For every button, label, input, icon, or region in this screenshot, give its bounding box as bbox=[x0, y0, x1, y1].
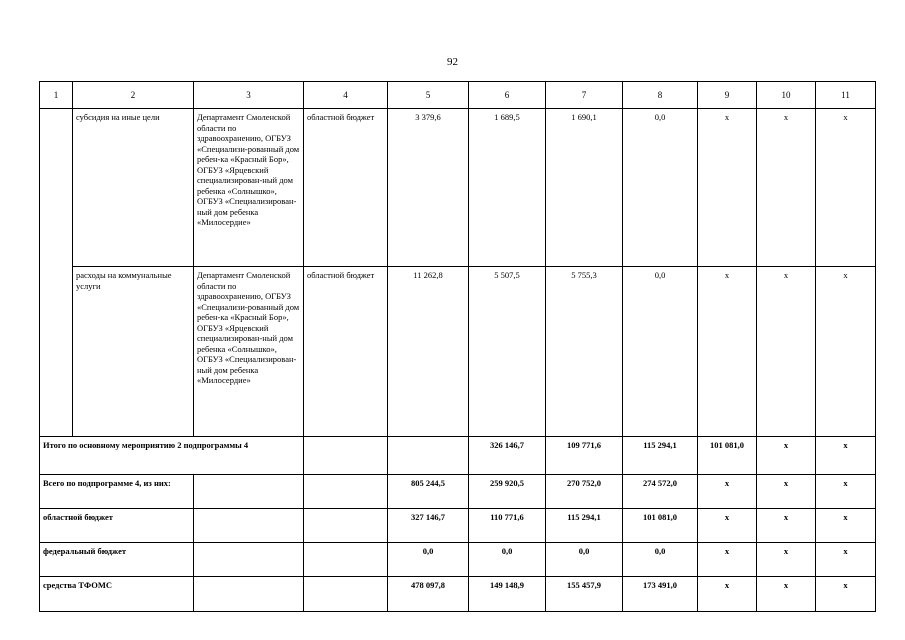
cell-col6: 0,0 bbox=[469, 543, 546, 577]
cell-col6: 109 771,6 bbox=[546, 437, 623, 475]
summary-empty-col4 bbox=[304, 577, 388, 612]
cell-col11: x bbox=[816, 543, 876, 577]
cell-col6: 5 507,5 bbox=[469, 267, 546, 437]
col-header-1: 1 bbox=[40, 82, 73, 109]
summary-label: Итого по основному мероприятию 2 подпрограммы 4 bbox=[40, 437, 304, 475]
cell-col6: 110 771,6 bbox=[469, 509, 546, 543]
cell-col11: x bbox=[816, 509, 876, 543]
cell-col10: x bbox=[816, 437, 876, 475]
cell-col9: x bbox=[757, 437, 816, 475]
summary-empty-col3 bbox=[304, 437, 388, 475]
summary-row bbox=[40, 543, 876, 577]
cell-col6: 1 689,5 bbox=[469, 109, 546, 267]
cell-col10: x bbox=[757, 577, 816, 612]
cell-col7: 1 690,1 bbox=[546, 109, 623, 267]
cell-col9: x bbox=[698, 509, 757, 543]
cell-col10: x bbox=[757, 109, 816, 267]
cell-col7: 0,0 bbox=[546, 543, 623, 577]
col-header-10: 10 bbox=[757, 82, 816, 109]
cell-col5: 0,0 bbox=[388, 543, 469, 577]
cell-col5: 326 146,7 bbox=[469, 437, 546, 475]
row-source: областной бюджет bbox=[304, 109, 388, 267]
cell-col7: 115 294,1 bbox=[623, 437, 698, 475]
col-header-2: 2 bbox=[73, 82, 194, 109]
col-header-6: 6 bbox=[469, 82, 546, 109]
col-header-5: 5 bbox=[388, 82, 469, 109]
header-row bbox=[40, 82, 876, 109]
cell-col5: 3 379,6 bbox=[388, 109, 469, 267]
cell-col9: x bbox=[698, 109, 757, 267]
cell-col5: 805 244,5 bbox=[388, 475, 469, 509]
cell-col6: 149 148,9 bbox=[469, 577, 546, 612]
cell-col9: x bbox=[698, 267, 757, 437]
summary-label: средства ТФОМС bbox=[40, 577, 194, 612]
col-header-11: 11 bbox=[816, 82, 876, 109]
cell-col8: 101 081,0 bbox=[623, 509, 698, 543]
cell-col10: x bbox=[757, 543, 816, 577]
cell-col5: 327 146,7 bbox=[388, 509, 469, 543]
summary-empty-col4 bbox=[304, 543, 388, 577]
cell-col11: x bbox=[816, 577, 876, 612]
table-row bbox=[40, 109, 876, 267]
cell-col10: x bbox=[757, 509, 816, 543]
summary-row bbox=[40, 475, 876, 509]
budget-table bbox=[39, 81, 876, 612]
cell-col11: x bbox=[816, 109, 876, 267]
cell-col8: 0,0 bbox=[623, 109, 698, 267]
cell-col10: x bbox=[757, 267, 816, 437]
cell-col8: 0,0 bbox=[623, 267, 698, 437]
col-header-4: 4 bbox=[304, 82, 388, 109]
cell-col6: 259 920,5 bbox=[469, 475, 546, 509]
summary-empty-col3 bbox=[194, 577, 304, 612]
cell-col5: 478 097,8 bbox=[388, 577, 469, 612]
col-header-9: 9 bbox=[698, 82, 757, 109]
row-source: областной бюджет bbox=[304, 267, 388, 437]
cell-col11: x bbox=[816, 267, 876, 437]
col-header-8: 8 bbox=[623, 82, 698, 109]
cell-col8: 0,0 bbox=[623, 543, 698, 577]
summary-empty-col4 bbox=[304, 475, 388, 509]
index-cell bbox=[40, 109, 73, 437]
cell-col8: 101 081,0 bbox=[698, 437, 757, 475]
cell-col8: 274 572,0 bbox=[623, 475, 698, 509]
cell-col7: 155 457,9 bbox=[546, 577, 623, 612]
cell-col7: 5 755,3 bbox=[546, 267, 623, 437]
summary-empty-col3 bbox=[194, 509, 304, 543]
summary-empty-col4 bbox=[304, 509, 388, 543]
cell-col9: x bbox=[698, 475, 757, 509]
summary-empty-col3 bbox=[194, 543, 304, 577]
summary-label: Всего по подпрограмме 4, из них: bbox=[40, 475, 194, 509]
cell-col7: 115 294,1 bbox=[546, 509, 623, 543]
summary-label: федеральный бюджет bbox=[40, 543, 194, 577]
row-executor: Департамент Смоленской области по здравоохранению, ОГБУЗ «Специализи-рованный дом ребен-ка «Красный Бор», ОГБУЗ «Ярцевский специализирован-ный дом ребенка «Солнышко», ОГБУЗ «Специализирован-ный дом ребенка «Милосердие» bbox=[194, 267, 304, 437]
summary-row bbox=[40, 509, 876, 543]
row-name: субсидия на иные цели bbox=[73, 109, 194, 267]
summary-row bbox=[40, 577, 876, 612]
cell-col8: 173 491,0 bbox=[623, 577, 698, 612]
summary-empty-col4 bbox=[388, 437, 469, 475]
row-executor: Департамент Смоленской области по здравоохранению, ОГБУЗ «Специализи-рованный дом ребен-ка «Красный Бор», ОГБУЗ «Ярцевский специализирован-ный дом ребенка «Солнышко», ОГБУЗ «Специализирован-ный дом ребенка «Милосердие» bbox=[194, 109, 304, 267]
col-header-3: 3 bbox=[194, 82, 304, 109]
cell-col10: x bbox=[757, 475, 816, 509]
cell-col9: x bbox=[698, 577, 757, 612]
cell-col5: 11 262,8 bbox=[388, 267, 469, 437]
cell-col7: 270 752,0 bbox=[546, 475, 623, 509]
cell-col11: x bbox=[816, 475, 876, 509]
table-row bbox=[40, 267, 876, 437]
summary-label: областной бюджет bbox=[40, 509, 194, 543]
page-number: 92 bbox=[447, 56, 458, 68]
col-header-7: 7 bbox=[546, 82, 623, 109]
summary-empty-col3 bbox=[194, 475, 304, 509]
row-name: расходы на коммунальные услуги bbox=[73, 267, 194, 437]
summary-row bbox=[40, 437, 876, 475]
cell-col9: x bbox=[698, 543, 757, 577]
